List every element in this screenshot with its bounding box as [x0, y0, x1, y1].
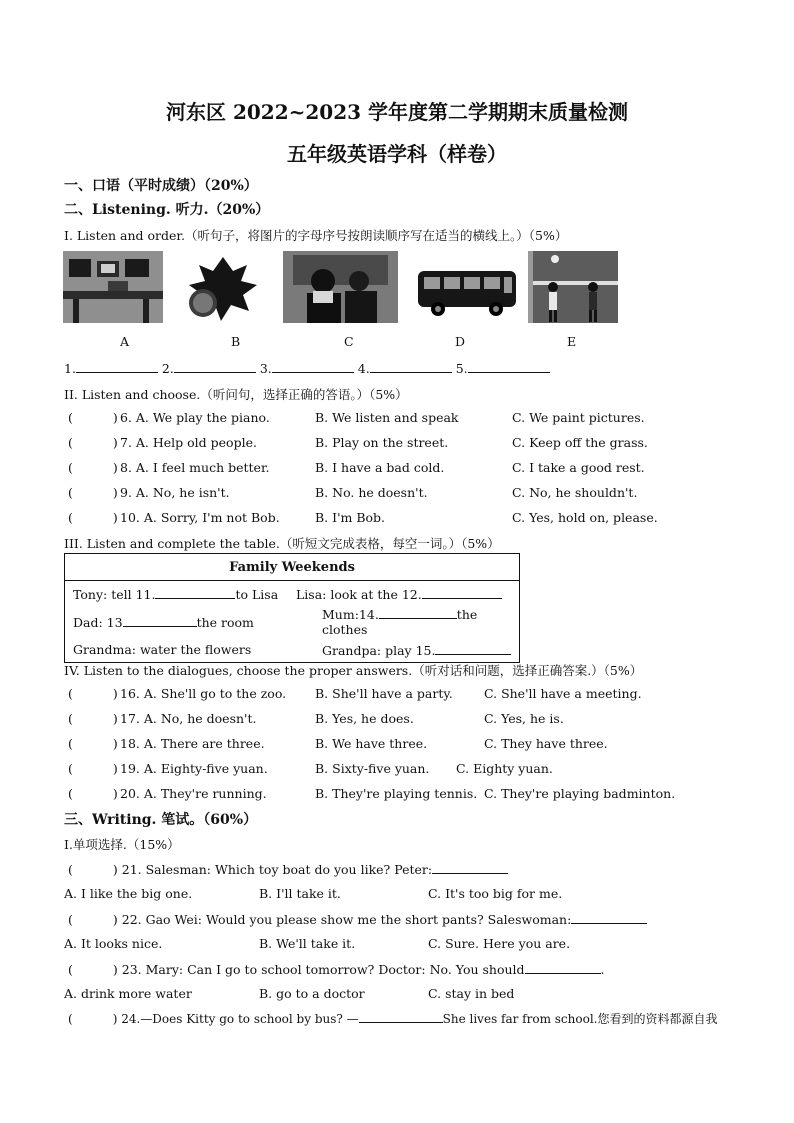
answer-blank-5[interactable] — [468, 360, 550, 373]
question-7-option-a[interactable]: 7. A. Help old people. — [120, 435, 257, 450]
answer-blank-1[interactable] — [76, 360, 158, 373]
picture-letter-a: A — [120, 334, 130, 349]
question-10-option-a[interactable]: 10. A. Sorry, I'm not Bob. — [120, 510, 280, 525]
question-8-option-a[interactable]: 8. A. I feel much better. — [120, 460, 270, 475]
question-23-paren[interactable]: ( ) — [68, 962, 118, 977]
question-20-paren[interactable]: ( ) — [68, 786, 118, 801]
answer-blank-15[interactable] — [435, 642, 511, 655]
table-title: Family Weekends — [65, 554, 520, 581]
question-24-paren[interactable]: ( ) — [68, 1012, 118, 1026]
question-6-option-c[interactable]: C. We paint pictures. — [512, 410, 645, 425]
question-22-paren[interactable]: ( ) — [68, 912, 118, 927]
answer-blank-22[interactable] — [571, 911, 647, 924]
answer-blank-23[interactable] — [525, 961, 601, 974]
question-17-option-c[interactable]: C. Yes, he is. — [484, 711, 564, 726]
question-17-option-a[interactable]: 17. A. No, he doesn't. — [120, 711, 257, 726]
question-21-paren[interactable]: ( ) — [68, 862, 118, 877]
question-21-option-a[interactable]: A. I like the big one. — [64, 886, 193, 901]
question-20-option-b[interactable]: B. They're playing tennis. — [315, 786, 478, 801]
answer-blank-2[interactable] — [174, 360, 256, 373]
blank-label-1: 1. — [64, 361, 76, 376]
answer-blank-13[interactable] — [123, 614, 197, 627]
question-7-option-c[interactable]: C. Keep off the grass. — [512, 435, 648, 450]
section-listening: 二、Listening. 听力.（20%） — [64, 202, 270, 218]
question-6-option-b[interactable]: B. We listen and speak — [315, 410, 459, 425]
question-8-option-b[interactable]: B. I have a bad cold. — [315, 460, 445, 475]
answer-blank-4[interactable] — [370, 360, 452, 373]
picture-letter-b: B — [231, 334, 241, 349]
people-reading-picture — [283, 251, 398, 323]
blank-label-5: 5. — [455, 361, 468, 376]
table-cell-mum: Mum:14. the clothes — [288, 606, 520, 637]
section-oral: 一、口语（平时成绩）（20%） — [64, 178, 258, 194]
question-10-option-c[interactable]: C. Yes, hold on, please. — [512, 510, 658, 525]
question-9-option-a[interactable]: 9. A. No, he isn't. — [120, 485, 230, 500]
dragon-fruit-picture — [163, 251, 283, 323]
question-23: ( ) 23. Mary: Can I go to school tomorrow? Doctor: No. You should . — [68, 962, 605, 977]
question-16-option-b[interactable]: B. She'll have a party. — [315, 686, 453, 701]
part3-instruction: III. Listen and complete the table.（听短文完成表格，每空一词。）（5%） — [64, 536, 500, 551]
question-18-option-a[interactable]: 18. A. There are three. — [120, 736, 265, 751]
question-19-option-c[interactable]: C. Eighty yuan. — [456, 761, 553, 776]
picture-letter-d: D — [455, 334, 466, 349]
question-24: ( ) 24.—Does Kitty go to school by bus? — She lives far from school.您看到的资料都源自我 — [68, 1012, 718, 1026]
question-22: ( ) 22. Gao Wei: Would you please show me the short pants? Saleswoman: — [68, 911, 647, 927]
question-19-option-a[interactable]: 19. A. Eighty-five yuan. — [120, 761, 268, 776]
question-10-option-b[interactable]: B. I'm Bob. — [315, 510, 386, 525]
picture-letter-c: C — [344, 334, 354, 349]
question-10-paren[interactable]: ( ) — [68, 510, 118, 525]
blank-label-2: 2. — [161, 361, 174, 376]
question-16-option-c[interactable]: C. She'll have a meeting. — [484, 686, 642, 701]
badminton-picture — [533, 251, 618, 323]
answer-blank-3[interactable] — [272, 360, 354, 373]
question-21-option-b[interactable]: B. I'll take it. — [259, 886, 341, 901]
answer-blank-11[interactable] — [155, 586, 235, 599]
exam-title: 河东区 2022~2023 学年度第二学期期末质量检测 — [165, 100, 628, 124]
question-19-option-b[interactable]: B. Sixty-five yuan. — [315, 761, 430, 776]
part2-instruction: II. Listen and choose.（听问句，选择正确的答语。）（5%） — [64, 387, 408, 402]
question-18-paren[interactable]: ( ) — [68, 736, 118, 751]
question-19-paren[interactable]: ( ) — [68, 761, 118, 776]
question-9-option-c[interactable]: C. No, he shouldn't. — [512, 485, 638, 500]
question-18-option-b[interactable]: B. We have three. — [315, 736, 428, 751]
question-16-option-a[interactable]: 16. A. She'll go to the zoo. — [120, 686, 287, 701]
section-writing: 三、Writing. 笔试。（60%） — [64, 812, 258, 828]
answer-blank-24[interactable] — [359, 1010, 443, 1023]
question-8-option-c[interactable]: C. I take a good rest. — [512, 460, 645, 475]
answer-blank-12[interactable] — [422, 586, 502, 599]
question-16-paren[interactable]: ( ) — [68, 686, 118, 701]
part4-instruction: IV. Listen to the dialogues, choose the proper answers.（听对话和问题，选择正确答案.）（5%） — [64, 663, 643, 678]
table-cell-grandpa: Grandpa: play 15. — [288, 637, 520, 663]
question-7-option-b[interactable]: B. Play on the street. — [315, 435, 449, 450]
question-7-paren[interactable]: ( ) — [68, 435, 118, 450]
question-17-paren[interactable]: ( ) — [68, 711, 118, 726]
blank-label-3: 3. — [259, 361, 272, 376]
picture-letter-e: E — [567, 334, 577, 349]
question-20-option-c[interactable]: C. They're playing badminton. — [484, 786, 676, 801]
question-21: ( ) 21. Salesman: Which toy boat do you like? Peter: — [68, 861, 508, 877]
question-22-option-c[interactable]: C. Sure. Here you are. — [428, 936, 571, 951]
question-22-option-b[interactable]: B. We'll take it. — [259, 936, 356, 951]
question-17-option-b[interactable]: B. Yes, he does. — [315, 711, 414, 726]
question-9-option-b[interactable]: B. No. he doesn't. — [315, 485, 428, 500]
answer-blank-14[interactable] — [379, 606, 457, 619]
question-6-option-a[interactable]: 6. A. We play the piano. — [120, 410, 270, 425]
table-cell-dad: Dad: 13 the room — [65, 606, 289, 637]
computer-room-picture — [63, 251, 163, 323]
part1-instruction: I. Listen and order.（听句子，将图片的字母序号按朗读顺序写在适当的横线上。）（5%） — [64, 228, 568, 243]
question-23-option-c[interactable]: C. stay in bed — [428, 986, 515, 1001]
picture-strip — [63, 251, 618, 323]
question-23-option-a[interactable]: A. drink more water — [64, 986, 192, 1001]
question-21-option-c[interactable]: C. It's too big for me. — [428, 886, 563, 901]
question-22-option-a[interactable]: A. It looks nice. — [64, 936, 163, 951]
order-blanks-row — [64, 360, 550, 376]
question-9-paren[interactable]: ( ) — [68, 485, 118, 500]
table-cell-grandma: Grandma: water the flowers — [65, 637, 289, 663]
exam-subtitle: 五年级英语学科（样卷） — [287, 142, 507, 166]
question-8-paren[interactable]: ( ) — [68, 460, 118, 475]
table-cell-tony: Tony: tell 11. to Lisa — [65, 581, 289, 607]
family-weekends-table — [64, 553, 520, 663]
question-23-option-b[interactable]: B. go to a doctor — [259, 986, 365, 1001]
answer-blank-21[interactable] — [432, 861, 508, 874]
table-cell-lisa: Lisa: look at the 12. — [288, 581, 520, 607]
part5-instruction: I.单项选择.（15%） — [64, 837, 180, 852]
question-18-option-c[interactable]: C. They have three. — [484, 736, 608, 751]
bus-picture — [398, 251, 528, 323]
question-20-option-a[interactable]: 20. A. They're running. — [120, 786, 267, 801]
question-6-paren[interactable]: ( ) — [68, 410, 118, 425]
blank-label-4: 4. — [357, 361, 370, 376]
